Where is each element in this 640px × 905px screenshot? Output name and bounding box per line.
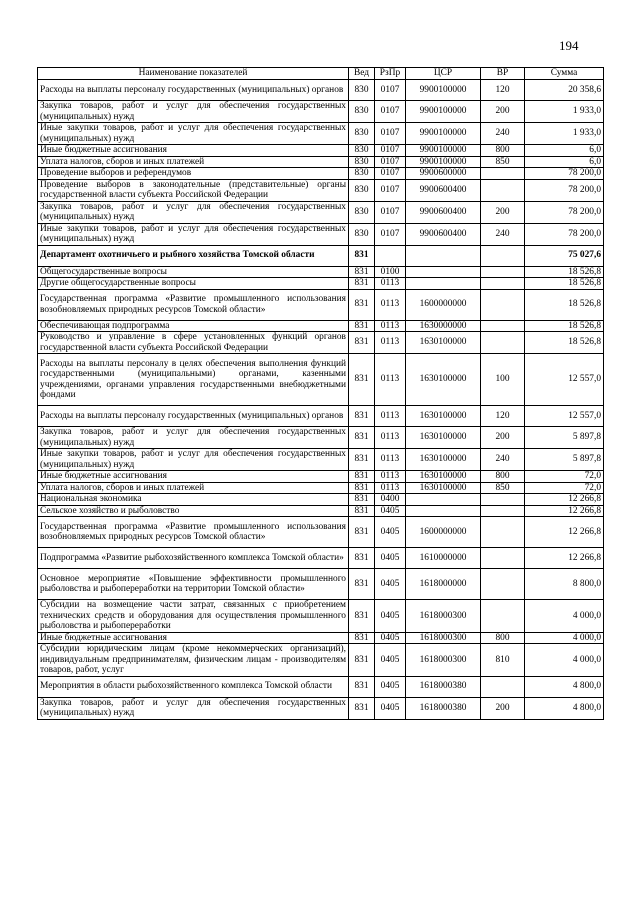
row-sum-cell: 12 266,8 xyxy=(525,505,604,517)
row-rzpr-cell: 0113 xyxy=(375,482,406,494)
table-row xyxy=(38,289,604,320)
row-name-cell: Субсидии юридическим лицам (кроме некоммерческих организаций), индивидуальным предпринимателям, физическим лицам - производителям товаров, работ, услуг xyxy=(38,644,349,677)
table-row xyxy=(38,80,604,101)
row-rzpr-cell: 0113 xyxy=(375,427,406,449)
row-vr-cell xyxy=(481,494,525,506)
row-vr-cell xyxy=(481,676,525,697)
table-row xyxy=(38,145,604,157)
row-ved-cell: 831 xyxy=(349,632,375,644)
row-vr-cell: 120 xyxy=(481,406,525,427)
header-csr: ЦСР xyxy=(406,68,481,80)
row-ved-cell: 831 xyxy=(349,569,375,600)
row-ved-cell: 831 xyxy=(349,332,375,354)
row-rzpr-cell: 0113 xyxy=(375,406,406,427)
row-vr-cell xyxy=(481,245,525,266)
row-rzpr-cell: 0107 xyxy=(375,223,406,245)
row-sum-cell: 4 000,0 xyxy=(525,644,604,677)
row-rzpr-cell xyxy=(375,245,406,266)
table-row xyxy=(38,471,604,483)
row-vr-cell xyxy=(481,569,525,600)
table-row xyxy=(38,266,604,278)
row-rzpr-cell: 0107 xyxy=(375,123,406,145)
row-ved-cell: 830 xyxy=(349,101,375,123)
row-ved-cell: 831 xyxy=(349,600,375,633)
row-ved-cell: 831 xyxy=(349,676,375,697)
table-row xyxy=(38,505,604,517)
row-sum-cell: 78 200,0 xyxy=(525,179,604,201)
row-ved-cell: 831 xyxy=(349,505,375,517)
row-name-cell: Другие общегосударственные вопросы xyxy=(38,278,349,290)
row-name-cell: Иные бюджетные ассигнования xyxy=(38,471,349,483)
table-row xyxy=(38,494,604,506)
row-sum-cell: 12 266,8 xyxy=(525,548,604,569)
row-vr-cell xyxy=(481,179,525,201)
row-csr-cell: 1610000000 xyxy=(406,548,481,569)
row-ved-cell: 831 xyxy=(349,697,375,719)
row-rzpr-cell: 0405 xyxy=(375,697,406,719)
row-csr-cell: 1618000300 xyxy=(406,644,481,677)
row-ved-cell: 831 xyxy=(349,406,375,427)
row-rzpr-cell: 0405 xyxy=(375,505,406,517)
row-sum-cell: 72,0 xyxy=(525,471,604,483)
row-vr-cell: 100 xyxy=(481,354,525,406)
row-name-cell: Закупка товаров, работ и услуг для обеспечения государственных (муниципальных) нужд xyxy=(38,427,349,449)
table-row xyxy=(38,179,604,201)
row-vr-cell xyxy=(481,168,525,180)
row-sum-cell: 1 933,0 xyxy=(525,101,604,123)
row-ved-cell: 830 xyxy=(349,156,375,168)
row-vr-cell: 240 xyxy=(481,223,525,245)
row-csr-cell: 1618000300 xyxy=(406,600,481,633)
row-sum-cell: 5 897,8 xyxy=(525,449,604,471)
row-ved-cell: 831 xyxy=(349,548,375,569)
row-sum-cell: 4 800,0 xyxy=(525,676,604,697)
row-ved-cell: 831 xyxy=(349,278,375,290)
row-csr-cell: 9900100000 xyxy=(406,123,481,145)
row-vr-cell: 800 xyxy=(481,145,525,157)
row-name-cell: Проведение выборов и референдумов xyxy=(38,168,349,180)
table-row xyxy=(38,123,604,145)
row-name-cell: Обеспечивающая подпрограмма xyxy=(38,320,349,332)
row-name-cell: Национальная экономика xyxy=(38,494,349,506)
row-name-cell: Сельское хозяйство и рыболовство xyxy=(38,505,349,517)
row-vr-cell xyxy=(481,517,525,548)
row-rzpr-cell: 0400 xyxy=(375,494,406,506)
table-row xyxy=(38,427,604,449)
header-ved: Вед xyxy=(349,68,375,80)
row-name-cell: Иные бюджетные ассигнования xyxy=(38,145,349,157)
row-vr-cell xyxy=(481,278,525,290)
row-vr-cell: 200 xyxy=(481,201,525,223)
row-ved-cell: 831 xyxy=(349,494,375,506)
row-sum-cell: 20 358,6 xyxy=(525,80,604,101)
table-row xyxy=(38,697,604,719)
page-number: 194 xyxy=(559,38,579,53)
row-sum-cell: 4 000,0 xyxy=(525,632,604,644)
row-csr-cell: 9900100000 xyxy=(406,145,481,157)
table-header-row xyxy=(38,68,604,80)
row-csr-cell: 1630100000 xyxy=(406,449,481,471)
row-sum-cell: 18 526,8 xyxy=(525,266,604,278)
table-row xyxy=(38,644,604,677)
row-csr-cell: 1630100000 xyxy=(406,482,481,494)
row-name-cell: Закупка товаров, работ и услуг для обеспечения государственных (муниципальных) нужд xyxy=(38,101,349,123)
row-rzpr-cell: 0107 xyxy=(375,156,406,168)
row-ved-cell: 831 xyxy=(349,354,375,406)
table-row xyxy=(38,223,604,245)
row-vr-cell: 200 xyxy=(481,427,525,449)
row-name-cell: Расходы на выплаты персоналу государственных (муниципальных) органов xyxy=(38,80,349,101)
row-csr-cell: 1630100000 xyxy=(406,332,481,354)
row-name-cell: Общегосударственные вопросы xyxy=(38,266,349,278)
row-name-cell: Департамент охотничьего и рыбного хозяйства Томской области xyxy=(38,245,349,266)
row-name-cell: Подпрограмма «Развитие рыбохозяйственного комплекса Томской области» xyxy=(38,548,349,569)
row-sum-cell: 1 933,0 xyxy=(525,123,604,145)
row-rzpr-cell: 0405 xyxy=(375,676,406,697)
row-csr-cell xyxy=(406,245,481,266)
row-csr-cell: 1630100000 xyxy=(406,427,481,449)
row-ved-cell: 831 xyxy=(349,482,375,494)
row-vr-cell xyxy=(481,600,525,633)
row-sum-cell: 78 200,0 xyxy=(525,168,604,180)
row-ved-cell: 830 xyxy=(349,179,375,201)
row-csr-cell: 9900100000 xyxy=(406,80,481,101)
row-csr-cell: 1618000000 xyxy=(406,569,481,600)
row-sum-cell: 6,0 xyxy=(525,156,604,168)
row-csr-cell: 9900100000 xyxy=(406,101,481,123)
row-vr-cell xyxy=(481,266,525,278)
table-row xyxy=(38,632,604,644)
row-csr-cell: 9900600400 xyxy=(406,201,481,223)
row-sum-cell: 18 526,8 xyxy=(525,289,604,320)
row-rzpr-cell: 0113 xyxy=(375,320,406,332)
table-row xyxy=(38,101,604,123)
row-ved-cell: 831 xyxy=(349,644,375,677)
row-ved-cell: 830 xyxy=(349,145,375,157)
row-sum-cell: 8 800,0 xyxy=(525,569,604,600)
row-vr-cell: 800 xyxy=(481,471,525,483)
row-sum-cell: 12 557,0 xyxy=(525,354,604,406)
row-csr-cell: 1618000380 xyxy=(406,697,481,719)
row-vr-cell: 200 xyxy=(481,101,525,123)
row-name-cell: Государственная программа «Развитие промышленного использования возобновляемых природных ресурсов Томской области» xyxy=(38,289,349,320)
row-vr-cell: 240 xyxy=(481,449,525,471)
row-csr-cell: 1630100000 xyxy=(406,471,481,483)
row-ved-cell: 830 xyxy=(349,168,375,180)
row-vr-cell: 800 xyxy=(481,632,525,644)
table-row xyxy=(38,332,604,354)
row-vr-cell xyxy=(481,289,525,320)
row-ved-cell: 830 xyxy=(349,201,375,223)
row-ved-cell: 831 xyxy=(349,320,375,332)
row-rzpr-cell: 0107 xyxy=(375,101,406,123)
row-sum-cell: 18 526,8 xyxy=(525,320,604,332)
row-csr-cell: 1630100000 xyxy=(406,354,481,406)
row-csr-cell: 1618000300 xyxy=(406,632,481,644)
row-name-cell: Иные бюджетные ассигнования xyxy=(38,632,349,644)
row-sum-cell: 12 266,8 xyxy=(525,494,604,506)
table-row xyxy=(38,320,604,332)
row-sum-cell: 6,0 xyxy=(525,145,604,157)
header-sum: Сумма xyxy=(525,68,604,80)
row-vr-cell: 850 xyxy=(481,156,525,168)
row-vr-cell: 850 xyxy=(481,482,525,494)
row-csr-cell: 1618000380 xyxy=(406,676,481,697)
row-name-cell: Иные закупки товаров, работ и услуг для обеспечения государственных (муниципальных) нужд xyxy=(38,123,349,145)
row-name-cell: Основное мероприятие «Повышение эффективности промышленного рыболовства и рыбопереработки на территории Томской области» xyxy=(38,569,349,600)
row-rzpr-cell: 0405 xyxy=(375,632,406,644)
table-row xyxy=(38,517,604,548)
row-csr-cell: 1630000000 xyxy=(406,320,481,332)
row-rzpr-cell: 0107 xyxy=(375,80,406,101)
row-name-cell: Иные закупки товаров, работ и услуг для обеспечения государственных (муниципальных) нужд xyxy=(38,223,349,245)
row-ved-cell: 831 xyxy=(349,427,375,449)
row-vr-cell xyxy=(481,548,525,569)
header-name: Наименование показателей xyxy=(38,68,349,80)
row-name-cell: Государственная программа «Развитие промышленного использования возобновляемых природных ресурсов Томской области» xyxy=(38,517,349,548)
row-rzpr-cell: 0113 xyxy=(375,354,406,406)
row-sum-cell: 4 000,0 xyxy=(525,600,604,633)
row-ved-cell: 831 xyxy=(349,517,375,548)
row-rzpr-cell: 0107 xyxy=(375,145,406,157)
row-rzpr-cell: 0405 xyxy=(375,517,406,548)
table-row xyxy=(38,278,604,290)
row-csr-cell: 9900600400 xyxy=(406,223,481,245)
table-row xyxy=(38,548,604,569)
table-row xyxy=(38,156,604,168)
row-csr-cell xyxy=(406,494,481,506)
row-name-cell: Проведение выборов в законодательные (представительные) органы государственной власти субъекта Российской Федерации xyxy=(38,179,349,201)
row-rzpr-cell: 0405 xyxy=(375,569,406,600)
row-ved-cell: 831 xyxy=(349,471,375,483)
row-sum-cell: 5 897,8 xyxy=(525,427,604,449)
row-csr-cell xyxy=(406,278,481,290)
row-ved-cell: 831 xyxy=(349,449,375,471)
row-vr-cell: 120 xyxy=(481,80,525,101)
row-name-cell: Расходы на выплаты персоналу в целях обеспечения выполнения функций государственными (муниципальными) органами, казенными учреждениями, органами управления государственными внебюджетными фондами xyxy=(38,354,349,406)
row-rzpr-cell: 0113 xyxy=(375,449,406,471)
table-row xyxy=(38,676,604,697)
table-row xyxy=(38,354,604,406)
row-vr-cell xyxy=(481,320,525,332)
row-sum-cell: 4 800,0 xyxy=(525,697,604,719)
row-name-cell: Субсидии на возмещение части затрат, связанных с приобретением технических средств и оборудования для осуществления промышленного рыболовства и рыбопереработки xyxy=(38,600,349,633)
row-name-cell: Закупка товаров, работ и услуг для обеспечения государственных (муниципальных) нужд xyxy=(38,201,349,223)
row-rzpr-cell: 0113 xyxy=(375,471,406,483)
row-csr-cell xyxy=(406,505,481,517)
row-name-cell: Уплата налогов, сборов и иных платежей xyxy=(38,482,349,494)
row-rzpr-cell: 0100 xyxy=(375,266,406,278)
row-name-cell: Уплата налогов, сборов и иных платежей xyxy=(38,156,349,168)
row-vr-cell: 200 xyxy=(481,697,525,719)
table-row xyxy=(38,168,604,180)
row-rzpr-cell: 0113 xyxy=(375,332,406,354)
row-rzpr-cell: 0113 xyxy=(375,289,406,320)
row-sum-cell: 18 526,8 xyxy=(525,278,604,290)
row-ved-cell: 831 xyxy=(349,289,375,320)
table-row xyxy=(38,600,604,633)
row-ved-cell: 830 xyxy=(349,223,375,245)
header-vr: ВР xyxy=(481,68,525,80)
row-vr-cell xyxy=(481,332,525,354)
row-rzpr-cell: 0405 xyxy=(375,600,406,633)
row-sum-cell: 75 027,6 xyxy=(525,245,604,266)
row-rzpr-cell: 0405 xyxy=(375,644,406,677)
row-csr-cell: 1600000000 xyxy=(406,517,481,548)
row-sum-cell: 78 200,0 xyxy=(525,223,604,245)
row-name-cell: Руководство и управление в сфере установленных функций органов государственной власти субъекта Российской Федерации xyxy=(38,332,349,354)
row-csr-cell: 9900600000 xyxy=(406,168,481,180)
row-csr-cell: 1630100000 xyxy=(406,406,481,427)
row-name-cell: Иные закупки товаров, работ и услуг для обеспечения государственных (муниципальных) нужд xyxy=(38,449,349,471)
row-csr-cell: 1600000000 xyxy=(406,289,481,320)
table-row xyxy=(38,569,604,600)
table-row xyxy=(38,406,604,427)
table-row xyxy=(38,482,604,494)
row-csr-cell xyxy=(406,266,481,278)
row-sum-cell: 78 200,0 xyxy=(525,201,604,223)
row-sum-cell: 12 266,8 xyxy=(525,517,604,548)
row-csr-cell: 9900600400 xyxy=(406,179,481,201)
row-vr-cell: 810 xyxy=(481,644,525,677)
header-rzpr: РзПр xyxy=(375,68,406,80)
budget-table xyxy=(37,67,604,720)
row-name-cell: Закупка товаров, работ и услуг для обеспечения государственных (муниципальных) нужд xyxy=(38,697,349,719)
row-rzpr-cell: 0405 xyxy=(375,548,406,569)
row-ved-cell: 830 xyxy=(349,123,375,145)
row-rzpr-cell: 0107 xyxy=(375,168,406,180)
row-ved-cell: 831 xyxy=(349,245,375,266)
row-vr-cell: 240 xyxy=(481,123,525,145)
row-sum-cell: 72,0 xyxy=(525,482,604,494)
row-name-cell: Расходы на выплаты персоналу государственных (муниципальных) органов xyxy=(38,406,349,427)
row-rzpr-cell: 0107 xyxy=(375,179,406,201)
row-csr-cell: 9900100000 xyxy=(406,156,481,168)
table-row xyxy=(38,245,604,266)
row-vr-cell xyxy=(481,505,525,517)
row-ved-cell: 831 xyxy=(349,266,375,278)
row-sum-cell: 12 557,0 xyxy=(525,406,604,427)
table-row xyxy=(38,201,604,223)
table-row xyxy=(38,449,604,471)
row-name-cell: Мероприятия в области рыбохозяйственного комплекса Томской области xyxy=(38,676,349,697)
row-sum-cell: 18 526,8 xyxy=(525,332,604,354)
row-ved-cell: 830 xyxy=(349,80,375,101)
row-rzpr-cell: 0107 xyxy=(375,201,406,223)
row-rzpr-cell: 0113 xyxy=(375,278,406,290)
